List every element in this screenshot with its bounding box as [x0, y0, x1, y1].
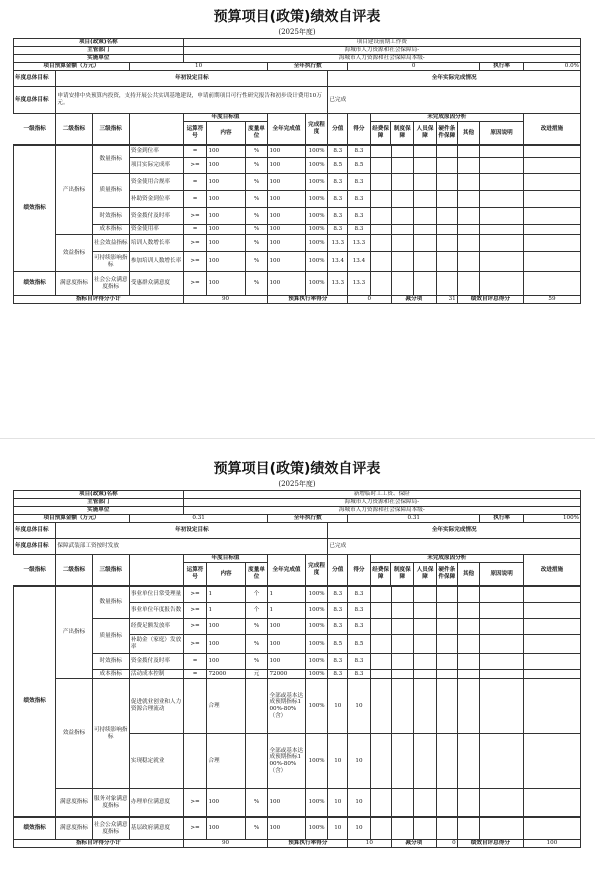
lvl2-qty: 数量指标	[92, 587, 129, 619]
benefit0-got: 10	[348, 679, 371, 734]
evaluation-sheet-2	[13, 460, 581, 848]
lvl1-effect: 效益指标	[56, 235, 92, 272]
sheet-title: 预算项目(政策)绩效自评表	[213, 461, 381, 477]
label-r3: 人员保障	[414, 563, 437, 586]
label-r4: 硬件条件保障	[436, 563, 457, 586]
row1-done: 100	[268, 158, 305, 174]
row0-unit: 个	[245, 587, 268, 603]
row0-l3: 资金到位率	[129, 146, 183, 158]
lvl2-time: 时效指标	[92, 654, 129, 670]
row2-l3: 经费足额发放率	[129, 619, 183, 635]
lvl2-cost: 成本指标	[92, 225, 129, 235]
sat1-val: 100	[207, 789, 245, 817]
row3-got: 8.3	[348, 191, 371, 208]
row5-got: 8.3	[348, 225, 371, 235]
label-reasons: 未完成原因分析	[370, 555, 523, 563]
row0-l3: 事业单位日常受理量	[129, 587, 183, 603]
row3-done: 100	[268, 635, 305, 654]
row2-val: 100	[207, 619, 245, 635]
row2-op: =	[183, 174, 207, 191]
row2-got: 8.3	[348, 174, 371, 191]
sat1-score: 10	[328, 789, 348, 817]
label-fix: 改进措施	[523, 114, 580, 145]
indicator-table-tail	[13, 817, 581, 848]
label-lvl3b	[129, 555, 183, 586]
row6-got: 13.3	[348, 235, 371, 252]
row7-deg: 100%	[305, 252, 328, 272]
label-got: 得分	[348, 555, 371, 586]
deduct-value: 31	[437, 296, 458, 304]
label-total: 绩效自评总得分	[457, 840, 523, 848]
lvl2-sustain: 可持续影响指标	[92, 679, 129, 789]
sheet-year: (2025年度)	[278, 480, 316, 488]
deduct-value: 0	[437, 840, 458, 848]
row3-done: 100	[268, 191, 305, 208]
row2-got: 8.3	[348, 619, 371, 635]
label-deduct: 减分项	[391, 296, 437, 304]
row5-val: 100	[207, 225, 245, 235]
self-total-value: 90	[183, 840, 268, 848]
label-r5: 其他	[457, 563, 480, 586]
sat-l1b: 满意度指标	[56, 272, 92, 296]
benefit1-l3: 实现稳定就业	[129, 734, 183, 789]
dept: 海城市人力资源和社会保障局-	[183, 47, 580, 55]
label-init-goal: 年初设定目标	[56, 523, 328, 539]
sat1-got: 10	[348, 789, 371, 817]
lvl2-qual: 质量指标	[92, 619, 129, 654]
label-r6: 原因说明	[480, 563, 523, 586]
benefit1-got: 10	[348, 734, 371, 789]
row4-op: >=	[183, 208, 207, 225]
goal-text: 保障武装部工资按时发放	[56, 539, 328, 555]
row4-got: 8.3	[348, 654, 371, 670]
row4-score: 8.3	[328, 208, 348, 225]
goal-text: 申请安排中央预算内投资，支持开展公共实训基地建设，申请前期项目可行性研究报告和初步设计费用10万元。	[56, 87, 328, 114]
label-r3: 人员保障	[414, 122, 437, 145]
row6-score: 13.3	[328, 235, 348, 252]
row0-done: 100	[268, 146, 305, 158]
sat2-perf-label: 绩效指标	[14, 818, 56, 840]
sat1-deg: 100%	[305, 789, 328, 817]
sat-op: >=	[183, 272, 207, 296]
label-unit: 实施单位	[14, 55, 184, 63]
label-full-year: 全年执行数	[268, 63, 348, 71]
row4-deg: 100%	[305, 208, 328, 225]
label-degree: 完成程度	[305, 555, 328, 586]
row3-op: >=	[183, 635, 207, 654]
budget-value: 10	[129, 63, 268, 71]
unit: 海城市人力资源和社会保障局本级-	[183, 55, 580, 63]
row1-got: 8.3	[348, 603, 371, 619]
label-r2: 制度保障	[391, 563, 414, 586]
row4-unit: %	[245, 654, 268, 670]
label-annual-goal-2: 年度总体目标	[14, 87, 56, 114]
label-unit: 实施单位	[14, 507, 184, 515]
benefit1-score: 10	[328, 734, 348, 789]
perf-label: 绩效指标	[14, 587, 56, 817]
sat-l1: 绩效指标	[14, 272, 56, 296]
indicator-table	[13, 586, 581, 817]
sat-unit: %	[245, 272, 268, 296]
label-annual-target: 年度目标值	[183, 114, 268, 122]
row2-val: 100	[207, 174, 245, 191]
label-content: 内容	[207, 563, 245, 586]
row6-l3: 培训人数增长率	[129, 235, 183, 252]
row3-deg: 100%	[305, 635, 328, 654]
total-value: 100	[523, 840, 580, 848]
label-lvl1: 一级指标	[14, 114, 56, 145]
sat2-l2: 社会公众满意度指标	[92, 818, 129, 840]
row3-l3: 补助金（家庭）发放率	[129, 635, 183, 654]
row1-deg: 100%	[305, 158, 328, 174]
row1-deg: 100%	[305, 603, 328, 619]
dept: 海城市人力资源和社会保障局-	[183, 499, 580, 507]
row0-op: =	[183, 146, 207, 158]
budget-score-value: 10	[348, 840, 391, 848]
row1-l3: 事业单位年度报告数	[129, 603, 183, 619]
perf-label: 绩效指标	[14, 146, 56, 272]
benefit0-done: 全部或基本达成预期指标100%-80%（含）	[268, 679, 305, 734]
label-budget: 项目预算金额（万元）	[14, 63, 130, 71]
sat1-op: >=	[183, 789, 207, 817]
lvl1-output: 产出指标	[56, 146, 92, 235]
benefit1-val: 合理	[207, 734, 245, 789]
row4-deg: 100%	[305, 654, 328, 670]
sheet-year: (2025年度)	[278, 28, 316, 36]
sat1-done: 100	[268, 789, 305, 817]
budget-value: 0.31	[129, 515, 268, 523]
label-r2: 制度保障	[391, 122, 414, 145]
row0-op: >=	[183, 587, 207, 603]
row0-deg: 100%	[305, 587, 328, 603]
row4-score: 8.3	[328, 654, 348, 670]
row3-score: 8.3	[328, 191, 348, 208]
label-r4: 硬件条件保障	[436, 122, 457, 145]
label-fix: 改进措施	[523, 555, 580, 586]
row7-op: >=	[183, 252, 207, 272]
row2-unit: %	[245, 174, 268, 191]
row3-val: 100	[207, 635, 245, 654]
label-dept: 主管部门	[14, 47, 184, 55]
label-lvl3b	[129, 114, 183, 145]
row7-unit: %	[245, 252, 268, 272]
label-lvl1: 一级指标	[14, 555, 56, 586]
sat-score: 13.3	[328, 272, 348, 296]
sat1-l2: 服务对象满意度指标	[92, 789, 129, 817]
label-r1: 经费保障	[370, 563, 391, 586]
benefit0-l3: 促进就业创业和人力资源合理流动	[129, 679, 183, 734]
label-content: 内容	[207, 122, 245, 145]
label-dept: 主管部门	[14, 499, 184, 507]
row2-unit: %	[245, 619, 268, 635]
label-got: 得分	[348, 114, 371, 145]
row0-got: 8.3	[348, 587, 371, 603]
row4-op: =	[183, 654, 207, 670]
benefit0-val: 合理	[207, 679, 245, 734]
row1-got: 8.5	[348, 158, 371, 174]
label-full-done: 全年完成值	[268, 114, 305, 145]
row5-done: 100	[268, 225, 305, 235]
project-name: 新增临时工工资、保险	[183, 491, 580, 499]
sat1-unit: %	[245, 789, 268, 817]
row0-val: 100	[207, 146, 245, 158]
label-annual-goal-2: 年度总体目标	[14, 539, 56, 555]
sat2-val: 100	[207, 818, 245, 840]
label-lvl2: 二级指标	[56, 114, 92, 145]
row2-l3: 资金使用合规率	[129, 174, 183, 191]
label-annual-target: 年度目标值	[183, 555, 268, 563]
lvl2-cost: 成本指标	[92, 670, 129, 679]
full-year-value: 0	[348, 63, 480, 71]
label-r1: 经费保障	[370, 122, 391, 145]
row1-op: >=	[183, 158, 207, 174]
row1-score: 8.5	[328, 158, 348, 174]
sat-val: 100	[207, 272, 245, 296]
row5-got: 8.3	[348, 670, 371, 679]
label-budget-score: 预算执行率得分	[268, 296, 348, 304]
label-r5: 其他	[457, 122, 480, 145]
unit: 海城市人力资源和社会保障局本级-	[183, 507, 580, 515]
label-reasons: 未完成原因分析	[370, 114, 523, 122]
page-separator	[0, 438, 595, 439]
row7-got: 13.4	[348, 252, 371, 272]
label-score: 分值	[328, 114, 348, 145]
row1-val: 1	[207, 603, 245, 619]
row2-score: 8.3	[328, 174, 348, 191]
row4-unit: %	[245, 208, 268, 225]
benefit0-deg: 100%	[305, 679, 328, 734]
exec-rate-value: 100%	[523, 515, 580, 523]
row1-unit: 个	[245, 603, 268, 619]
benefit0-score: 10	[328, 679, 348, 734]
row1-val: 100	[207, 158, 245, 174]
benefit1-done: 全部或基本达成预期指标100%-80%（含）	[268, 734, 305, 789]
evaluation-table	[13, 490, 581, 586]
label-lvl3: 三级指标	[92, 555, 129, 586]
label-r6: 原因说明	[480, 122, 523, 145]
row5-score: 8.3	[328, 225, 348, 235]
row5-l3: 活动成本控制	[129, 670, 183, 679]
lvl1-effect: 效益指标	[56, 679, 92, 789]
row5-score: 8.3	[328, 670, 348, 679]
row0-done: 1	[268, 587, 305, 603]
row5-deg: 100%	[305, 670, 328, 679]
sat-done: 100	[268, 272, 305, 296]
row5-deg: 100%	[305, 225, 328, 235]
row6-unit: %	[245, 235, 268, 252]
sat-deg: 100%	[305, 272, 328, 296]
row0-deg: 100%	[305, 146, 328, 158]
lvl1-output: 产出指标	[56, 587, 92, 679]
row4-done: 100	[268, 208, 305, 225]
lvl2-time: 时效指标	[92, 208, 129, 225]
sat2-unit: %	[245, 818, 268, 840]
sat2-got: 10	[348, 818, 371, 840]
row0-unit: %	[245, 146, 268, 158]
label-full-done: 全年完成值	[268, 555, 305, 586]
project-name: 项目建设前期工作费	[183, 39, 580, 47]
sat-l2: 社会公众满意度指标	[92, 272, 129, 296]
label-exec-rate: 执行率	[480, 63, 523, 71]
row3-l3: 补助资金到位率	[129, 191, 183, 208]
actual-text: 已完成	[328, 539, 581, 555]
row0-val: 1	[207, 587, 245, 603]
label-lvl2: 二级指标	[56, 555, 92, 586]
full-year-value: 0.31	[348, 515, 480, 523]
sat1-l1: 满意度指标	[56, 789, 92, 817]
row7-l3: 参加培训人数增长率	[129, 252, 183, 272]
row5-done: 72000	[268, 670, 305, 679]
row3-unit: %	[245, 635, 268, 654]
label-full-year: 全年执行数	[268, 515, 348, 523]
label-budget-score: 预算执行率得分	[268, 840, 348, 848]
row4-val: 100	[207, 654, 245, 670]
row6-op: >=	[183, 235, 207, 252]
evaluation-table	[13, 38, 581, 145]
label-exec-rate: 执行率	[480, 515, 523, 523]
row3-got: 8.5	[348, 635, 371, 654]
row3-deg: 100%	[305, 191, 328, 208]
row1-unit: %	[245, 158, 268, 174]
evaluation-sheet-1	[13, 8, 581, 304]
row2-op: >=	[183, 619, 207, 635]
row5-op: =	[183, 225, 207, 235]
sat2-score: 10	[328, 818, 348, 840]
row4-l3: 资金拨付及时率	[129, 654, 183, 670]
sat2-l1: 满意度指标	[56, 818, 92, 840]
label-unit-m: 度量单位	[245, 122, 268, 145]
row2-score: 8.3	[328, 619, 348, 635]
row6-val: 100	[207, 235, 245, 252]
label-actual: 全年实际完成情况	[328, 523, 581, 539]
row1-l3: 项目实际完成率	[129, 158, 183, 174]
sat1-l3: 办理单位满意度	[129, 789, 183, 817]
sheet-title: 预算项目(政策)绩效自评表	[213, 9, 381, 25]
row5-op: =	[183, 670, 207, 679]
sat-l3: 受惠群众满意度	[129, 272, 183, 296]
row5-l3: 资金使用率	[129, 225, 183, 235]
sat-got: 13.3	[348, 272, 371, 296]
lvl2-sustain: 可持续影响指标	[92, 252, 129, 272]
row0-got: 8.3	[348, 146, 371, 158]
row5-unit: 元	[245, 670, 268, 679]
row3-val: 100	[207, 191, 245, 208]
row5-unit: %	[245, 225, 268, 235]
exec-rate-value: 0.0%	[523, 63, 580, 71]
budget-score-value: 0	[348, 296, 391, 304]
row3-op: =	[183, 191, 207, 208]
row0-score: 8.3	[328, 587, 348, 603]
actual-text: 已完成	[328, 87, 581, 114]
label-project-name: 项目(政策)名称	[14, 39, 184, 47]
sat2-op: >=	[183, 818, 207, 840]
row2-done: 100	[268, 174, 305, 191]
row7-done: 100	[268, 252, 305, 272]
label-degree: 完成程度	[305, 114, 328, 145]
label-budget: 项目预算金额（万元）	[14, 515, 130, 523]
row5-val: 72000	[207, 670, 245, 679]
row4-l3: 资金拨付及时率	[129, 208, 183, 225]
label-project-name: 项目(政策)名称	[14, 491, 184, 499]
label-total: 绩效自评总得分	[457, 296, 523, 304]
row6-deg: 100%	[305, 235, 328, 252]
label-annual-goal: 年度总体目标	[14, 71, 56, 87]
indicator-table	[13, 145, 581, 304]
sat2-deg: 100%	[305, 818, 328, 840]
row7-val: 100	[207, 252, 245, 272]
row6-done: 100	[268, 235, 305, 252]
label-op: 运算符号	[183, 563, 207, 586]
total-value: 59	[523, 296, 580, 304]
label-op: 运算符号	[183, 122, 207, 145]
label-score: 分值	[328, 555, 348, 586]
row1-op: >=	[183, 603, 207, 619]
row2-deg: 100%	[305, 619, 328, 635]
sat2-done: 100	[268, 818, 305, 840]
lvl2-social: 社会效益指标	[92, 235, 129, 252]
row7-score: 13.4	[328, 252, 348, 272]
row4-got: 8.3	[348, 208, 371, 225]
row4-val: 100	[207, 208, 245, 225]
row1-done: 1	[268, 603, 305, 619]
label-unit-m: 度量单位	[245, 563, 268, 586]
row0-score: 8.3	[328, 146, 348, 158]
label-annual-goal: 年度总体目标	[14, 523, 56, 539]
label-deduct: 减分项	[391, 840, 437, 848]
row3-unit: %	[245, 191, 268, 208]
label-self-total: 指标自评得分小计	[14, 840, 184, 848]
lvl2-qty: 数量指标	[92, 146, 129, 174]
label-actual: 全年实际完成情况	[328, 71, 581, 87]
label-lvl3: 三级指标	[92, 114, 129, 145]
label-init-goal: 年初设定目标	[56, 71, 328, 87]
row1-score: 8.3	[328, 603, 348, 619]
sat2-l3: 基层政府满意度	[129, 818, 183, 840]
row3-score: 8.5	[328, 635, 348, 654]
label-self-total: 指标自评得分小计	[14, 296, 184, 304]
row2-deg: 100%	[305, 174, 328, 191]
row4-done: 100	[268, 654, 305, 670]
row2-done: 100	[268, 619, 305, 635]
benefit1-deg: 100%	[305, 734, 328, 789]
lvl2-qual: 质量指标	[92, 174, 129, 208]
self-total-value: 90	[183, 296, 268, 304]
